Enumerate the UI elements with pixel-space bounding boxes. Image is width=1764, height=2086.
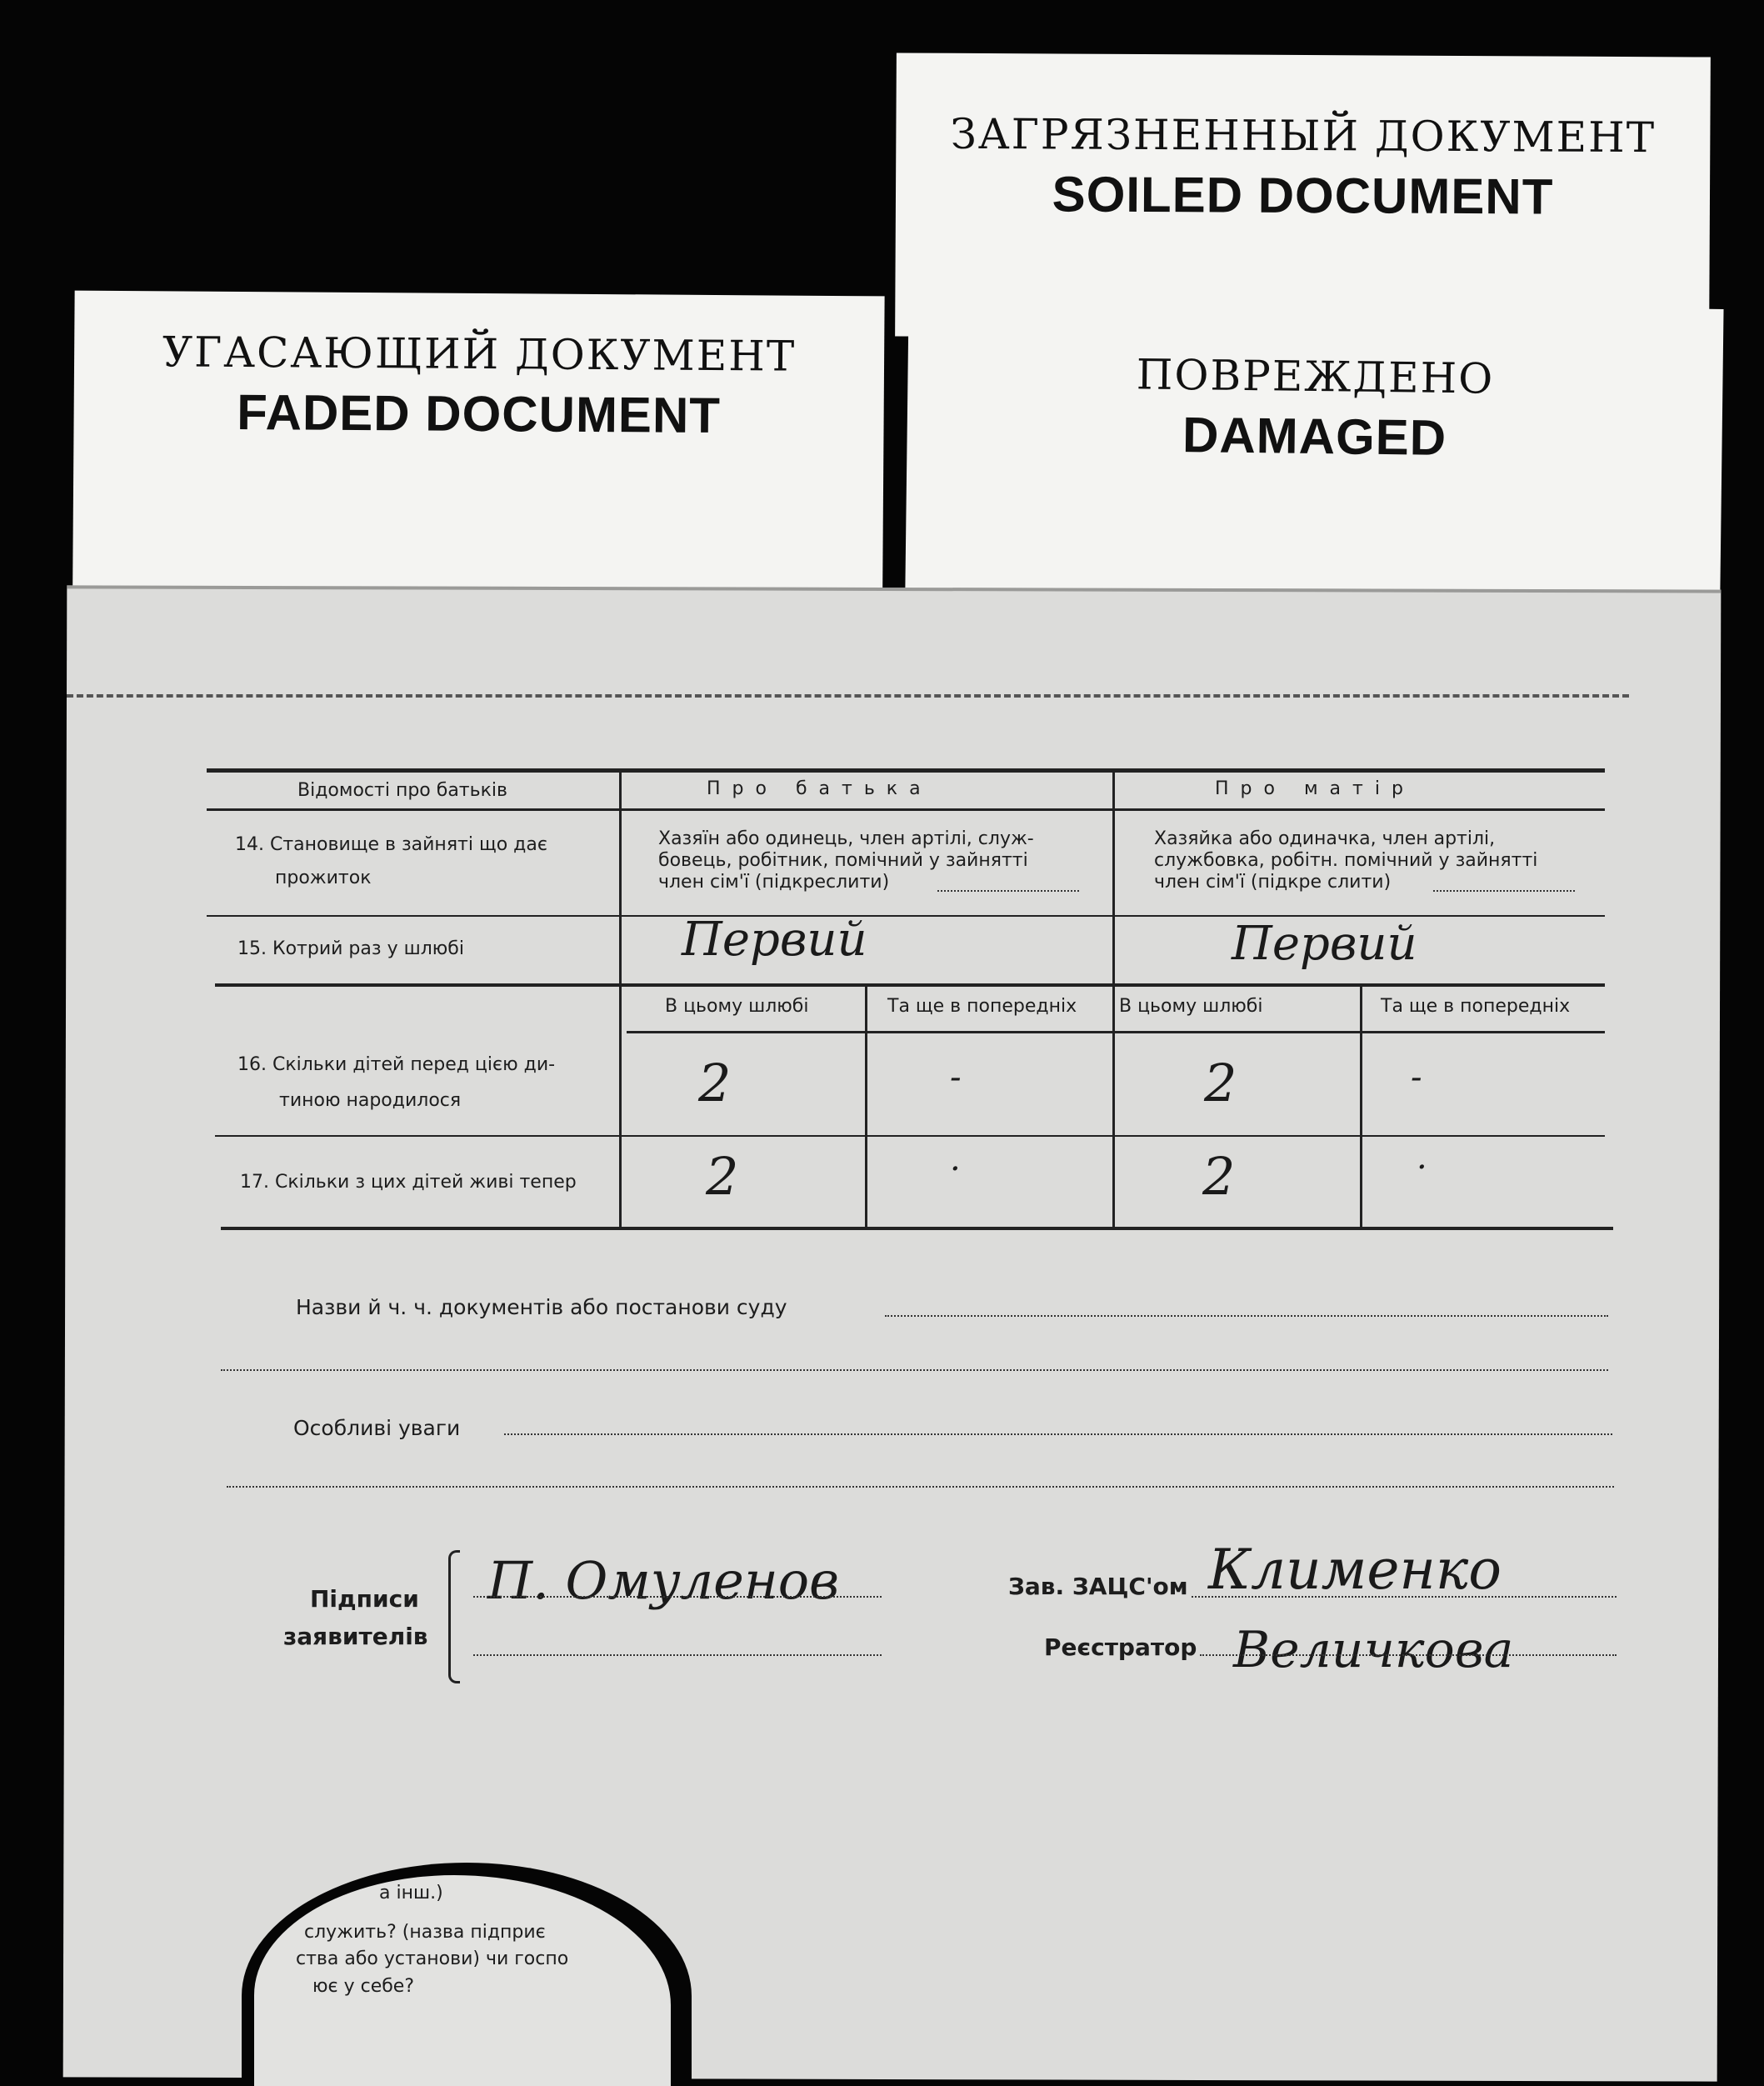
head-signature: Клименко <box>1208 1538 1502 1602</box>
row14-father-1: Хазяїн або одинець, член артілі, служ- <box>658 828 1034 849</box>
documents-line-2 <box>221 1369 1608 1371</box>
row17-father-prev: · <box>950 1150 961 1188</box>
header-parents-info: Відомості про батьків <box>297 780 507 801</box>
row14-father-dots <box>937 890 1079 892</box>
row15-mother-value: Первий <box>1232 917 1417 971</box>
row17-mother-this: 2 <box>1202 1146 1236 1207</box>
row17-label: 17. Скільки з цих дітей живі тепер <box>240 1172 577 1193</box>
head-line <box>1192 1596 1617 1598</box>
subheader-father-this: В цьому шлюбі <box>665 996 809 1017</box>
row14-father-2: бовець, робітник, помічний у зайнятті <box>658 850 1028 871</box>
row14-mother-2: службовка, робітн. помічний у зайнятті <box>1154 850 1538 871</box>
damaged-ru-label: ПОВРЕЖДЕНО <box>1136 350 1495 403</box>
header-father: Про батька <box>707 778 932 799</box>
subheader-mother-this: В цьому шлюбі <box>1119 996 1263 1017</box>
fragment-line-1: а інш.) <box>379 1883 443 1903</box>
applicants-bracket <box>448 1550 460 1683</box>
soiled-ru-label: ЗАГРЯЗНЕННЫЙ ДОКУМЕНТ <box>950 109 1657 163</box>
head-label: Зав. ЗАЦС'ом <box>1008 1573 1188 1600</box>
row16-label-2: тиною народилося <box>279 1090 462 1111</box>
row14-mother-3: член сім'ї (підкре слити) <box>1154 872 1392 893</box>
applicant-signature: П. Омуленов <box>487 1550 840 1611</box>
registrar-label: Реєстратор <box>1044 1633 1197 1661</box>
soiled-en-label: SOILED DOCUMENT <box>1052 166 1554 225</box>
table-top-border <box>207 768 1605 773</box>
subheader-mother-prev: Та ще в попередніх <box>1381 996 1571 1017</box>
subheader-father-prev: Та ще в попередніх <box>887 996 1077 1017</box>
fragment-line-3: ства або установи) чи госпо <box>296 1948 569 1969</box>
damaged-en-label: DAMAGED <box>1182 407 1447 466</box>
row17-mother-prev: · <box>1417 1148 1427 1187</box>
header-mother: Про матір <box>1215 778 1415 799</box>
row16-mother-prev: - <box>1411 1058 1422 1097</box>
documents-line-1 <box>885 1315 1608 1317</box>
documents-label: Назви й ч. ч. документів або постанови суду <box>296 1295 787 1319</box>
row16-father-this: 2 <box>698 1053 732 1113</box>
table-divider-label <box>619 768 622 1228</box>
applicants-label-2: заявителів <box>283 1623 428 1650</box>
subheader-border <box>627 1031 1605 1033</box>
row15-label: 15. Котрий раз у шлюбі <box>237 938 464 959</box>
row15-father-value: Первий <box>682 913 867 967</box>
row14-label-1: 14. Становище в зайняті що дає <box>235 834 547 855</box>
remarks-line-2 <box>227 1486 1614 1488</box>
row17-father-this: 2 <box>706 1146 739 1207</box>
row14-father-3: член сім'ї (підкреслити) <box>658 872 890 893</box>
registrar-line <box>1200 1654 1617 1656</box>
row14-mother-dots <box>1433 890 1575 892</box>
applicant-line-2 <box>473 1654 882 1656</box>
faded-ru-label: УГАСАЮЩИЙ ДОКУМЕНТ <box>162 328 797 381</box>
table-divider-mother-sub <box>1360 987 1362 1228</box>
applicant-line-1 <box>473 1596 882 1598</box>
perforation-line <box>67 694 1629 698</box>
table-divider-father-sub <box>865 987 867 1228</box>
row14-label-2: прожиток <box>275 868 372 888</box>
row15-border <box>215 983 1605 987</box>
row16-border <box>215 1135 1605 1137</box>
row16-label-1: 16. Скільки дітей перед цією ди- <box>237 1054 556 1075</box>
table-bottom-border <box>221 1227 1613 1230</box>
row16-father-prev: - <box>950 1058 962 1097</box>
table-divider-parents <box>1112 768 1115 1228</box>
table-header-border <box>207 808 1605 811</box>
row16-mother-this: 2 <box>1204 1053 1237 1113</box>
remarks-label: Особливі уваги <box>293 1416 461 1440</box>
applicants-label-1: Підписи <box>310 1585 419 1613</box>
fragment-line-2: служить? (назва підприє <box>304 1922 546 1943</box>
row14-mother-1: Хазяйка або одиначка, член артілі, <box>1154 828 1496 849</box>
registrar-signature: Величкова <box>1233 1621 1514 1679</box>
remarks-line-1 <box>504 1433 1612 1435</box>
fragment-line-4: ює у себе? <box>312 1976 415 1997</box>
faded-en-label: FADED DOCUMENT <box>237 383 722 444</box>
